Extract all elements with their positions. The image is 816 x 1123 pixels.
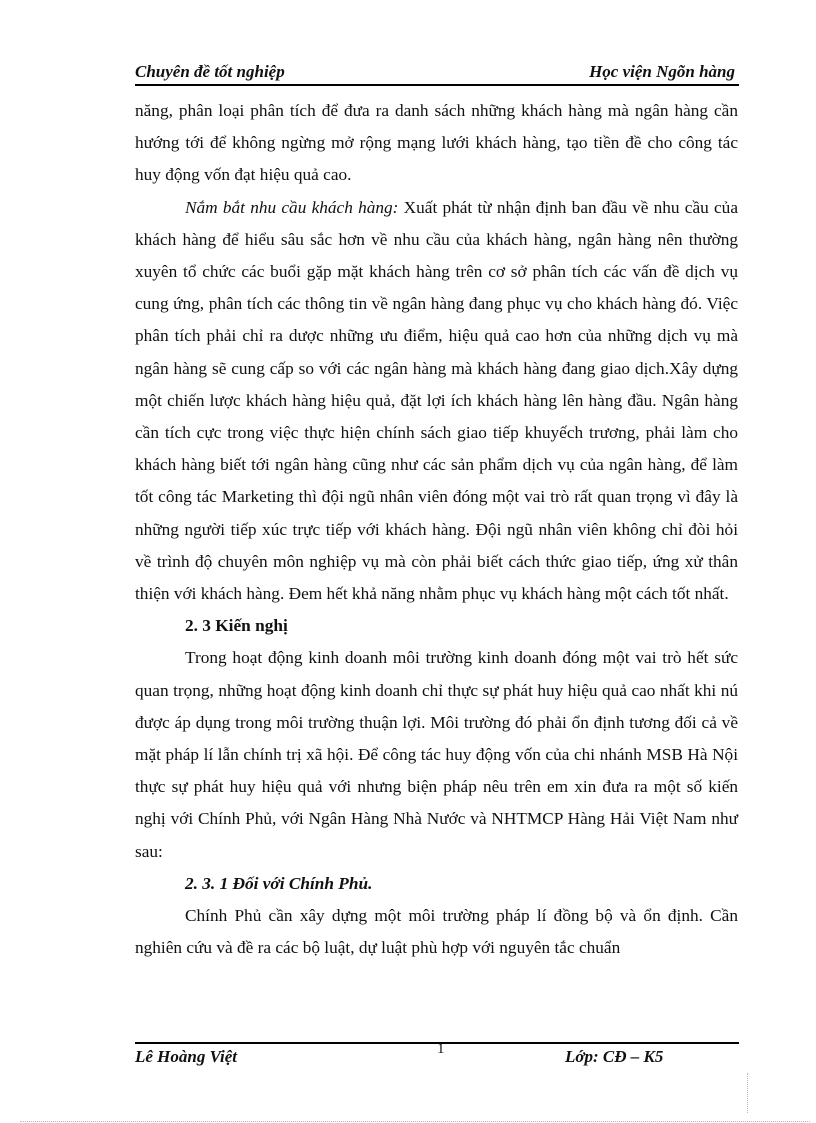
header-institution: Học viện Ngõn hàng [589, 62, 735, 81]
subsection-heading-government: 2. 3. 1 Đối với Chính Phủ. [185, 873, 373, 893]
page-footer [135, 1041, 739, 1069]
paragraph-continuation: năng, phân loại phân tích để đưa ra danh sách những khách hàng mà ngân hàng cần hướng tới để không ngừng mở rộng mạng lưới khách hàng, tạo tiền đề cho công tác huy động vốn đạt hiệu quả cao. [135, 101, 738, 185]
header-divider [135, 84, 739, 86]
paragraph-text: Xuất phát từ nhận định ban đầu về nhu cầu của khách hàng để hiểu sâu sắc hơn về nhu cầu của khách hàng, ngân hàng nên thường xuyên tổ chức các buổi gặp mặt khách hàng trên cơ sở phân tích các vấn đề dịch vụ cung ứng, phân tích các thông tin về ngân hàng đang phục vụ cho khách hàng đó. Việc phân tích phải chỉ ra dược những ưu điểm, hiệu quả cao hơn của những dịch vụ mà ngân hàng sẽ cung cấp so với các ngân hàng mà khách hàng đang giao dịch.Xây dựng một chiến lược khách hàng hiệu quả, đặt lợi ích khách hàng lên hàng đầu. Ngân hàng cần tích cực trong việc thực hiện chính sách giao tiếp khuyếch trương, phải làm cho khách hàng biết tới ngân hàng cũng như các sản phẩm dịch vụ của ngân hàng, để làm tốt công tác Marketing thì đội ngũ nhân viên đóng một vai trò rất quan trọng vì đây là những người tiếp xúc trực tiếp với khách hàng. Đội ngũ nhân viên không chỉ đòi hỏi về trình độ chuyên môn nghiệp vụ mà còn phải biết cách thức giao tiếp, ứng xử thân thiện với khách hàng. Đem hết khả năng nhằm phục vụ khách hàng một cách tốt nhất. [135, 197, 738, 604]
section-heading-recommendations: 2. 3 Kiến nghị [185, 616, 288, 636]
footer-author: Lê Hoàng Việt [135, 1047, 237, 1066]
page-corner-guide-vertical [747, 1073, 748, 1113]
footer-class: Lớp: CĐ – K5 [565, 1047, 664, 1066]
paragraph-recommendations: Trong hoạt động kinh doanh môi trường kinh doanh đóng một vai trò hết sức quan trọng, những hoạt động kinh doanh chỉ thực sự phát huy hiệu quả cao nhất khi nú được áp dụng trong môi trường thuận lợi. Môi trường đó phải ổn định tương đối cả về mặt pháp lí lẫn chính trị xã hội. Để công tác huy động vốn của chi nhánh MSB Hà Nội thực sự phát huy hiệu quả với nhưng biện pháp nêu trên em xin đưa ra một số kiến nghị với Chính Phủ, với Ngân Hàng Nhà Nước và NHTMCP Hàng Hải Việt Nam như sau: [135, 648, 738, 861]
paragraph-government: Chính Phủ cần xây dựng một môi trường pháp lí đồng bộ và ổn định. Cần nghiên cứu và đề ra các bộ luật, dự luật phù hợp với nguyên tắc chuẩn [135, 906, 738, 958]
page-number: 1 [437, 1041, 445, 1057]
paragraph-customer-needs [135, 192, 738, 611]
paragraph-lead-in: Nắm bắt nhu cầu khách hàng: [185, 197, 399, 217]
page-header [135, 62, 739, 84]
page-body [135, 95, 738, 964]
page-corner-guide-horizontal [20, 1121, 810, 1122]
header-document-type: Chuyên đề tốt nghiệp [135, 62, 285, 81]
